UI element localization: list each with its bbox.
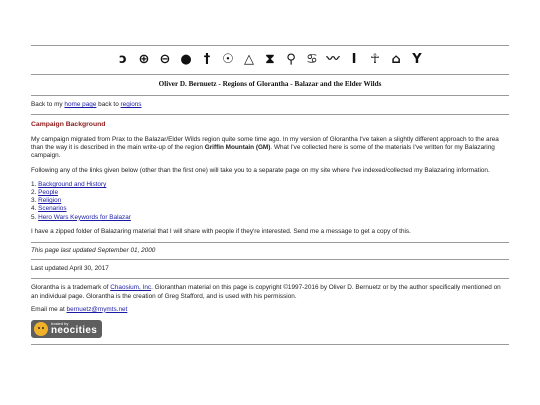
last-updated-note: Last updated April 30, 2017 [31, 265, 109, 273]
section-divider [31, 114, 509, 115]
griffin-mountain-text: Griffin Mountain (GM) [204, 144, 271, 152]
section-heading: Campaign Background [31, 121, 106, 129]
trademark-notice [31, 284, 509, 300]
rune-icon: ⊖ [159, 51, 171, 67]
rune-icon: 〰 [326, 51, 340, 67]
rune-icon: ☉ [222, 51, 234, 67]
rune-icon: △ [244, 51, 254, 67]
rune-icon: Ⅰ [351, 51, 357, 67]
nav-prefix: Back to my [31, 101, 65, 109]
list-number: 2. [31, 189, 39, 197]
intro-text-end: . What I've collected here is some of the materials I've written for my Balazaring campaign. [31, 144, 495, 160]
list-number: 4. [31, 205, 39, 213]
rune-icon: ⌂ [391, 51, 401, 67]
rune-icon: ⊕ [138, 51, 150, 67]
bottom-divider [31, 344, 509, 345]
trademark-text: Glorantha is a trademark of [31, 284, 111, 292]
badge-brand-text: neocities [51, 324, 98, 336]
hero-wars-keywords-link[interactable]: Hero Wars Keywords for Balazar [38, 213, 131, 221]
list-number: 3. [31, 197, 39, 205]
list-item [31, 181, 509, 189]
intro-paragraph [31, 136, 509, 161]
topic-list [31, 181, 509, 222]
badge-small-text: hosted by [51, 320, 69, 326]
breadcrumb [31, 96, 509, 114]
list-item [31, 189, 509, 197]
list-item [31, 197, 509, 205]
people-link[interactable]: People [38, 189, 59, 197]
page [31, 0, 509, 345]
nav-middle: back to [96, 101, 121, 109]
email-line [31, 306, 509, 314]
chaosium-link[interactable]: Chaosium, Inc [110, 284, 152, 292]
rune-icon: ● [180, 51, 192, 67]
email-prefix: Email me at [31, 305, 67, 313]
list-item [31, 214, 509, 222]
scenarios-link[interactable]: Scenarios [38, 205, 67, 213]
home-page-link[interactable]: home page [64, 101, 97, 109]
rune-icon: ↄ [119, 51, 127, 67]
rune-icon: ⚲ [286, 51, 296, 67]
page-updated-note: This page last updated September 01, 2000 [31, 246, 156, 254]
list-number: 1. [31, 180, 39, 188]
links-paragraph: Following any of the links given below (other than the first one) will take you to a separate page on my site where I've indexed/collected my Balazaring information. [31, 166, 490, 174]
footer-divider [31, 278, 509, 279]
neocities-badge[interactable] [31, 320, 102, 338]
rune-icon: † [203, 51, 211, 67]
rune-icon: ⧗ [265, 51, 275, 67]
rune-icon: ☥ [370, 51, 380, 67]
list-number: 5. [31, 213, 39, 221]
neocities-cat-icon [34, 322, 48, 336]
rune-icon: ♋ [306, 51, 318, 67]
zipped-folder-paragraph: I have a zipped folder of Balazaring material that I will share with people if they're interested. Send me a message to get a copy of this. [31, 227, 411, 235]
badge-text [51, 322, 97, 336]
intro-text: My campaign migrated from Prax to the Balazar/Elder Wilds region quite some time ago. In my version of Glorantha I've taken a slightly different approach to the area than the way it is described in the main write-up of the region [31, 136, 499, 152]
email-link[interactable]: bernuetz@mymts.net [66, 305, 128, 313]
background-history-link[interactable]: Background and History [38, 180, 107, 188]
copyright-text: . Gloranthan material on this page is copyright ©1997-2016 by Oliver D. Bernuetz or by the author specifically mentioned on an individual page. Glorantha is the creation of Greg Stafford, and is used with his permission. [31, 284, 501, 300]
list-item [31, 205, 509, 213]
rune-banner [31, 46, 509, 74]
rune-icon: Y [412, 51, 422, 67]
religion-link[interactable]: Religion [38, 197, 62, 205]
rune-row [116, 52, 425, 69]
regions-link[interactable]: regions [120, 101, 142, 109]
page-title: Oliver D. Bernuetz - Regions of Glorantha - Balazar and the Elder Wilds [158, 80, 382, 88]
footer [31, 284, 509, 345]
